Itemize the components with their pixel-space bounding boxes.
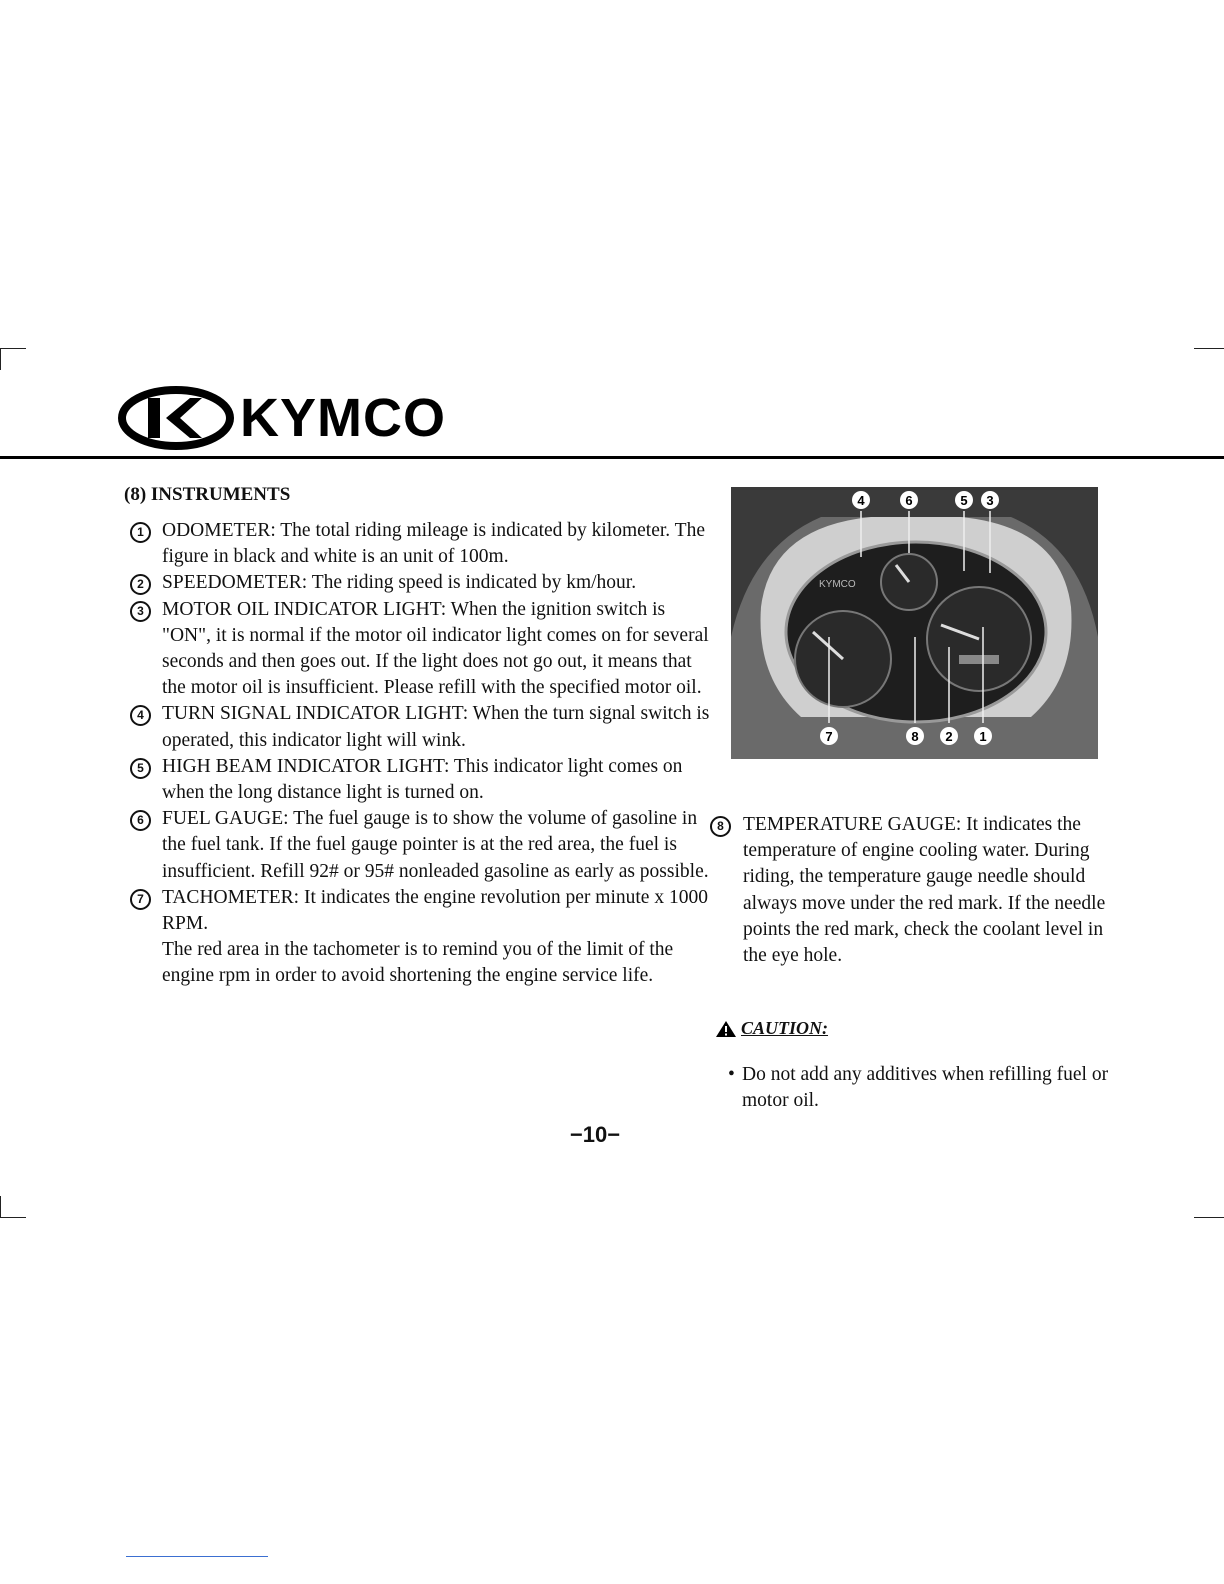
- item-number: 8: [710, 816, 731, 837]
- item-text: TACHOMETER: It indicates the engine revolution per minute x 1000 RPM.: [162, 886, 708, 935]
- item-number: 6: [130, 810, 151, 831]
- list-item: [130, 597, 710, 702]
- instrument-panel-photo: [731, 487, 1098, 759]
- item-text: TURN SIGNAL INDICATOR LIGHT: When the turn signal switch is operated, this indicator light will wink.: [162, 703, 710, 751]
- item-number: 1: [130, 522, 151, 543]
- list-item: [130, 885, 710, 937]
- callout-number: 4: [857, 493, 865, 508]
- caution-text: Do not add any additives when refilling fuel or motor oil.: [742, 1064, 1109, 1112]
- item-number: 3: [130, 601, 151, 622]
- item-number: 7: [130, 889, 151, 910]
- item-text: TEMPERATURE GAUGE: It indicates the temperature of engine cooling water. During riding, the temperature gauge needle should always move under the red mark. If the needle points the red mark, check the coolant level in the eye hole.: [743, 814, 1106, 967]
- kymco-logo: [118, 386, 478, 450]
- item-text: MOTOR OIL INDICATOR LIGHT: When the ignition switch is "ON", it is normal if the motor oil indicator light comes on for several seconds and then goes out. If the light does not go out, it means that the motor oil is insufficient. Please refill with the specified motor oil.: [162, 598, 709, 699]
- list-item: [130, 518, 710, 570]
- crop-mark: [0, 348, 1, 370]
- caution-bullet: [728, 1062, 1118, 1114]
- page-number: −10−: [569, 1122, 621, 1147]
- dial-brand-text: KYMCO: [819, 579, 856, 590]
- callout-number: 2: [945, 729, 953, 744]
- crop-mark: [1194, 348, 1224, 349]
- callout-number: 1: [979, 729, 987, 744]
- section-title: (8) INSTRUMENTS: [124, 484, 291, 505]
- crop-mark: [0, 1196, 1, 1218]
- crop-mark: [1194, 1217, 1224, 1218]
- list-item: [130, 806, 710, 885]
- footer-line: [126, 1556, 268, 1557]
- list-item: [130, 754, 710, 806]
- callout-number: 7: [825, 729, 833, 744]
- list-item: [130, 570, 710, 596]
- callout-number: 3: [986, 493, 994, 508]
- caution-heading: [715, 1018, 828, 1039]
- caution-label: CAUTION:: [741, 1018, 829, 1038]
- item-text: ODOMETER: The total riding mileage is indicated by kilometer. The figure in black and white is an unit of 100m.: [162, 520, 706, 568]
- item-text: HIGH BEAM INDICATOR LIGHT: This indicator light comes on when the long distance light is turned on.: [162, 755, 683, 804]
- brand-wordmark: KYMCO: [240, 388, 446, 448]
- left-column: [130, 518, 710, 990]
- callout-number: 5: [960, 493, 968, 508]
- warning-triangle-icon: [715, 1020, 737, 1038]
- callout-number: 8: [911, 729, 919, 744]
- crop-mark: [0, 348, 26, 349]
- item-number: 5: [130, 758, 151, 779]
- list-item: [710, 812, 1110, 969]
- right-column: [710, 812, 1110, 969]
- item-number: 2: [130, 574, 151, 595]
- item-text: SPEEDOMETER: The riding speed is indicated by km/hour.: [162, 572, 637, 594]
- header-rule: [0, 456, 1224, 459]
- item-text: FUEL GAUGE: The fuel gauge is to show the volume of gasoline in the fuel tank. If the fuel gauge pointer is at the red area, the fuel is insufficient. Refill 92# or 95# nonleaded gasoline as early as possible.: [162, 808, 709, 882]
- bullet-icon: •: [728, 1064, 735, 1085]
- kymco-emblem-icon: [118, 386, 236, 450]
- list-item: [130, 701, 710, 753]
- callout-number: 6: [905, 493, 913, 508]
- tachometer-note: The red area in the tachometer is to remind you of the limit of the engine rpm in order to avoid shortening the engine service life.: [162, 939, 674, 987]
- crop-mark: [0, 1217, 26, 1218]
- item-number: 4: [130, 705, 151, 726]
